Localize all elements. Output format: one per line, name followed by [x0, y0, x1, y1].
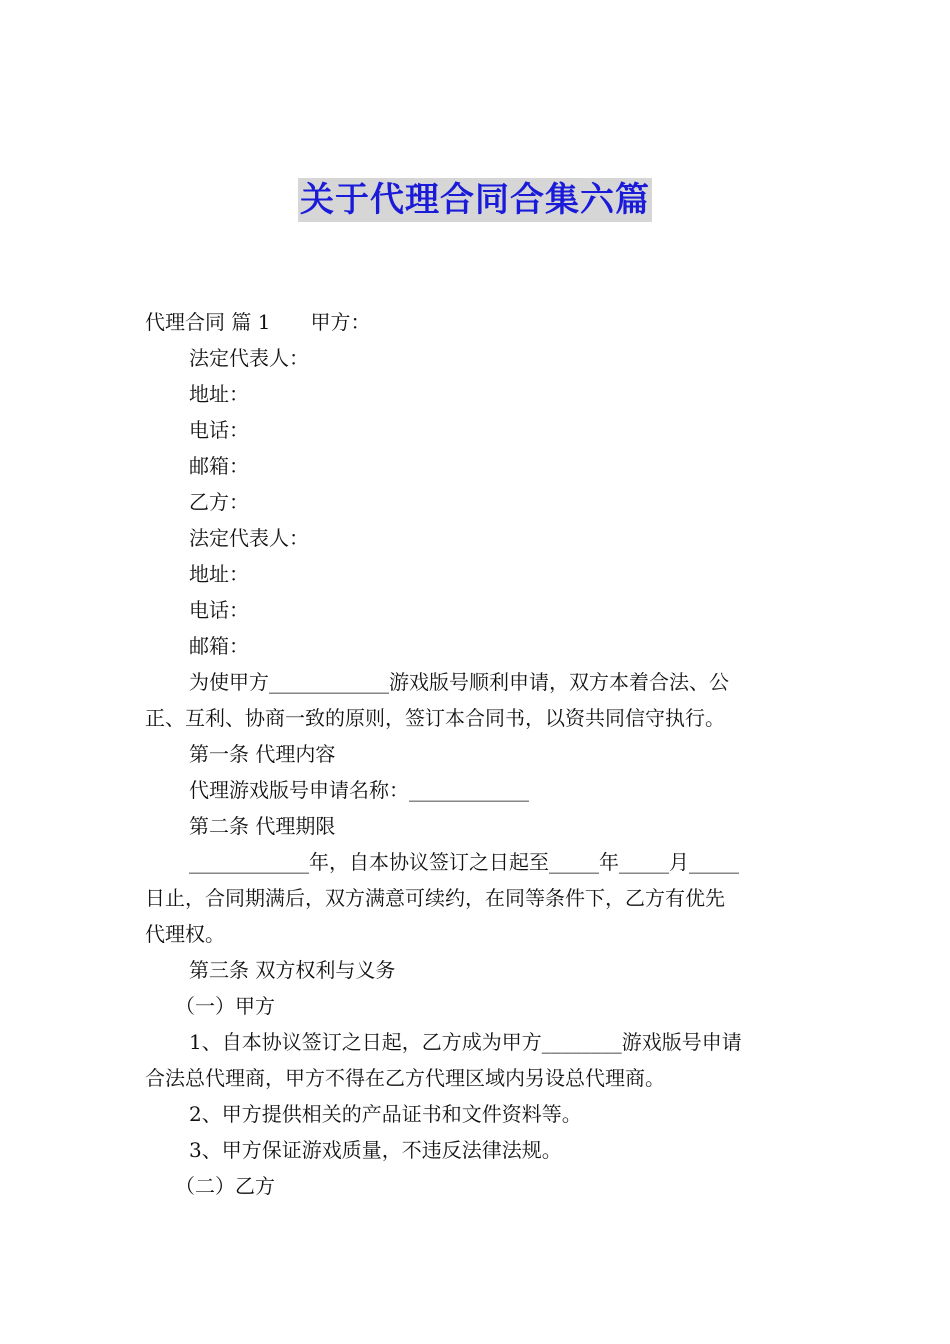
document-line: 第二条 代理期限 — [189, 814, 336, 838]
document-line: 地址： — [189, 382, 249, 406]
document-line: 第三条 双方权利与义务 — [189, 958, 396, 982]
document-line: 第一条 代理内容 — [189, 742, 336, 766]
document-line: ____________年，自本协议签订之日起至_____年_____月_____ — [189, 850, 739, 874]
document-line: 电话： — [189, 598, 249, 622]
document-line: （二）乙方 — [175, 1174, 275, 1198]
document-line: 1、自本协议签订之日起，乙方成为甲方________游戏版号申请 — [189, 1030, 742, 1054]
document-line: 代理权。 — [145, 922, 225, 946]
document-line: 邮箱： — [189, 454, 249, 478]
document-line: 正、互利、协商一致的原则，签订本合同书，以资共同信守执行。 — [145, 706, 725, 730]
document-line: 地址： — [189, 562, 249, 586]
document-line: 电话： — [189, 418, 249, 442]
document-line: 法定代表人： — [189, 346, 309, 370]
section-heading: 代理合同 篇 1 — [145, 310, 271, 334]
document-line: 2、甲方提供相关的产品证书和文件资料等。 — [189, 1102, 582, 1126]
document-line: 代理游戏版号申请名称：____________ — [189, 778, 529, 802]
document-line: 乙方： — [189, 490, 249, 514]
document-line: 为使甲方____________游戏版号顺利申请，双方本着合法、公 — [189, 670, 729, 694]
document-title: 关于代理合同合集六篇 — [300, 180, 650, 220]
first-line — [145, 304, 807, 340]
document-line: 法定代表人： — [189, 526, 309, 550]
party-a-label: 甲方： — [310, 310, 371, 334]
document-body — [145, 304, 807, 1204]
document-line: 合法总代理商，甲方不得在乙方代理区域内另设总代理商。 — [145, 1066, 665, 1090]
document-line: 3、甲方保证游戏质量，不违反法律法规。 — [189, 1138, 562, 1162]
title-container — [0, 178, 950, 222]
document-line: 日止，合同期满后，双方满意可续约，在同等条件下，乙方有优先 — [145, 886, 725, 910]
document-line: 邮箱： — [189, 634, 249, 658]
document-line: （一）甲方 — [175, 994, 275, 1018]
